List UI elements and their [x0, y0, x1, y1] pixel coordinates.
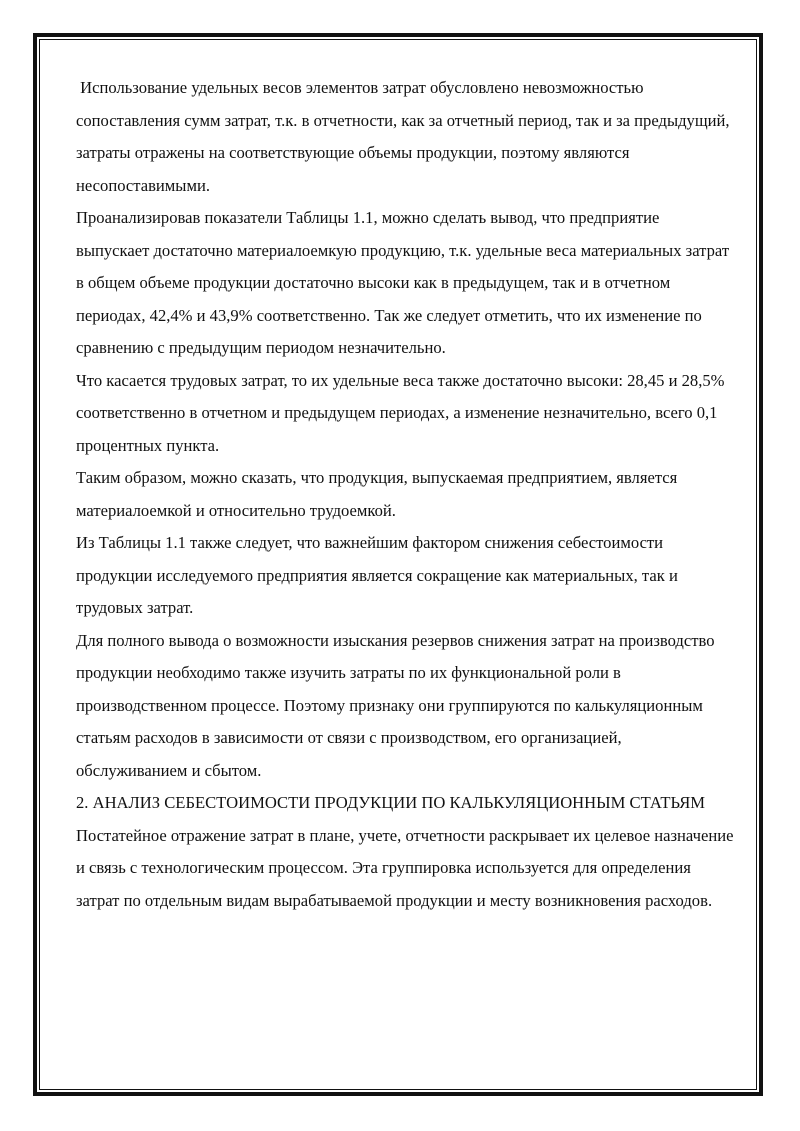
paragraph-material-costs: Проанализировав показатели Таблицы 1.1, можно сделать вывод, что предприятие выпускает достаточно материалоемкую продукцию, т.к. удельные веса материальных затрат в общем объеме продукции достаточно высоки как в предыдущем, так и в отчетном периодах, 42,4% и 43,9% соответственно. Так же следует отметить, что их изменение по сравнению с предыдущим периодом незначительно. — [76, 208, 730, 357]
document-body — [76, 72, 736, 917]
paragraph-specific-weights: Использование удельных весов элементов затрат обусловлено невозможностью сопоставления сумм затрат, т.к. в отчетности, как за отчетный период, так и за предыдущий, затраты отражены на соответствующие объемы продукции, поэтому являются несопоставимыми. — [76, 78, 730, 195]
paragraph-functional-role: Для полного вывода о возможности изыскания резервов снижения затрат на производство продукции необходимо также изучить затраты по их функциональной роли в производственном процессе. Поэтому признаку они группируются по калькуляционным статьям расходов в зависимости от связи с производством, его организацией, обслуживанием и сбытом. — [76, 630, 715, 780]
paragraph-key-factor: Из Таблицы 1.1 также следует, что важнейшим фактором снижения себестоимости продукции исследуемого предприятия является сокращение как материальных, так и трудовых затрат. — [76, 533, 678, 617]
section-heading: 2. АНАЛИЗ СЕБЕСТОИМОСТИ ПРОДУКЦИИ ПО КАЛЬКУЛЯЦИОННЫМ СТАТЬЯМ — [76, 793, 706, 812]
paragraph-conclusion: Таким образом, можно сказать, что продукция, выпускаемая предприятием, является материалоемкой и относительно трудоемкой. — [76, 468, 678, 520]
paragraph-itemized-costs: Постатейное отражение затрат в плане, учете, отчетности раскрывает их целевое назначение и связь с технологическим процессом. Эта группировка используется для определения затрат по отдельным видам вырабатываемой продукции и месту возникновения расходов. — [76, 825, 734, 910]
paragraph-labor-costs: Что касается трудовых затрат, то их удельные веса также достаточно высоки: 28,45 и 28,5% соответственно в отчетном и предыдущем периодах, а изменение незначительно, всего 0,1 процентных пункта. — [76, 370, 725, 455]
